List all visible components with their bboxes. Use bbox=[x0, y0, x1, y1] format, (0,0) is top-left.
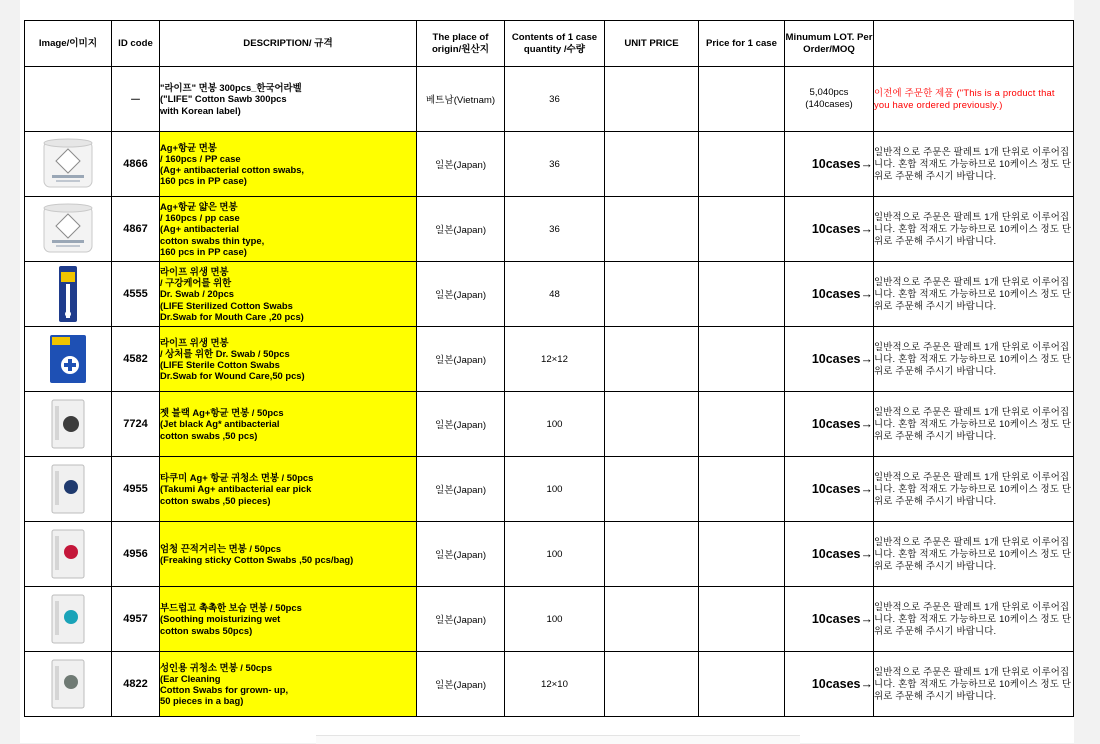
id-code: 7724 bbox=[112, 392, 160, 457]
moq: 10cases→ bbox=[785, 327, 874, 392]
case-quantity: 100 bbox=[505, 522, 605, 587]
case-quantity: 36 bbox=[505, 132, 605, 197]
product-image-cell bbox=[25, 587, 112, 652]
product-image-cell bbox=[25, 262, 112, 327]
product-description: Ag+항균 면봉 / 160pcs / PP case (Ag+ antibacterial cotton swabs, 160 pcs in PP case) bbox=[160, 132, 417, 197]
header-case-price: Price for 1 case bbox=[699, 21, 785, 67]
unit-price bbox=[605, 457, 699, 522]
round-tub-icon bbox=[36, 200, 100, 258]
product-description: Ag+항균 얇은 면봉 / 160pcs / pp case (Ag+ antibacterial cotton swabs thin type, 160 pcs in PP case) bbox=[160, 197, 417, 262]
case-price bbox=[699, 132, 785, 197]
table-row bbox=[25, 327, 1074, 392]
table-row bbox=[25, 522, 1074, 587]
case-price bbox=[699, 67, 785, 132]
product-description: 라이프 위생 면봉 / 구강케어를 위한 Dr. Swab / 20pcs (LIFE Sterilized Cotton Swabs Dr.Swab for Mouth Care ,20 pcs) bbox=[160, 262, 417, 327]
origin: 일본(Japan) bbox=[417, 652, 505, 717]
case-price bbox=[699, 327, 785, 392]
header-id-code: ID code bbox=[112, 21, 160, 67]
case-quantity: 12×12 bbox=[505, 327, 605, 392]
origin: 일본(Japan) bbox=[417, 197, 505, 262]
product-image-cell bbox=[25, 392, 112, 457]
id-code: 4866 bbox=[112, 132, 160, 197]
unit-price bbox=[605, 67, 699, 132]
product-description: 라이프 위생 면봉 / 상처를 위한 Dr. Swab / 50pcs (LIFE Sterile Cotton Swabs Dr.Swab for Wound Care,50 pcs) bbox=[160, 327, 417, 392]
round-tub-icon bbox=[36, 135, 100, 193]
origin: 일본(Japan) bbox=[417, 392, 505, 457]
header-image: Image/이미지 bbox=[25, 21, 112, 67]
note: 이전에 주문한 제품 ("This is a product that you have ordered previously.) bbox=[874, 67, 1074, 132]
case-price bbox=[699, 392, 785, 457]
case-quantity: 48 bbox=[505, 262, 605, 327]
origin: 일본(Japan) bbox=[417, 587, 505, 652]
product-image-cell bbox=[25, 132, 112, 197]
unit-price bbox=[605, 132, 699, 197]
case-price bbox=[699, 587, 785, 652]
case-quantity: 100 bbox=[505, 392, 605, 457]
unit-price bbox=[605, 262, 699, 327]
table-row bbox=[25, 392, 1074, 457]
table-row bbox=[25, 132, 1074, 197]
origin: 일본(Japan) bbox=[417, 132, 505, 197]
table-row bbox=[25, 457, 1074, 522]
product-image-cell bbox=[25, 457, 112, 522]
origin: 일본(Japan) bbox=[417, 457, 505, 522]
header-moq: Minumum LOT. Per Order/MOQ bbox=[785, 21, 874, 67]
moq: 10cases→ bbox=[785, 262, 874, 327]
product-description: 젯 블랙 Ag+항균 면봉 / 50pcs (Jet black Ag* antibacterial cotton swabs ,50 pcs) bbox=[160, 392, 417, 457]
document-page bbox=[20, 0, 1074, 743]
bag-red-icon bbox=[46, 526, 90, 582]
moq: 10cases→ bbox=[785, 132, 874, 197]
origin: 일본(Japan) bbox=[417, 522, 505, 587]
note: 일반적으로 주문은 팔레트 1개 단위로 이루어집니다. 혼합 적재도 가능하므로 10케이스 정도 단위로 주문해 주시기 바랍니다. bbox=[874, 522, 1074, 587]
id-code: － bbox=[112, 67, 160, 132]
case-quantity: 100 bbox=[505, 587, 605, 652]
table-row bbox=[25, 587, 1074, 652]
product-description: 엄청 끈적거리는 면봉 / 50pcs (Freaking sticky Cotton Swabs ,50 pcs/bag) bbox=[160, 522, 417, 587]
moq: 10cases→ bbox=[785, 392, 874, 457]
blue-box-icon bbox=[44, 331, 92, 387]
id-code: 4955 bbox=[112, 457, 160, 522]
product-description: 성인용 귀청소 면봉 / 50cps (Ear Cleaning Cotton Swabs for grown- up, 50 pieces in a bag) bbox=[160, 652, 417, 717]
note: 일반적으로 주문은 팔레트 1개 단위로 이루어집니다. 혼합 적재도 가능하므로 10케이스 정도 단위로 주문해 주시기 바랍니다. bbox=[874, 327, 1074, 392]
table-row bbox=[25, 262, 1074, 327]
id-code: 4555 bbox=[112, 262, 160, 327]
id-code: 4582 bbox=[112, 327, 160, 392]
id-code: 4956 bbox=[112, 522, 160, 587]
note: 일반적으로 주문은 팔레트 1개 단위로 이루어집니다. 혼합 적재도 가능하므로 10케이스 정도 단위로 주문해 주시기 바랍니다. bbox=[874, 457, 1074, 522]
id-code: 4867 bbox=[112, 197, 160, 262]
moq: 10cases→ bbox=[785, 652, 874, 717]
case-quantity: 12×10 bbox=[505, 652, 605, 717]
note: 일반적으로 주문은 팔레트 1개 단위로 이루어집니다. 혼합 적재도 가능하므로 10케이스 정도 단위로 주문해 주시기 바랍니다. bbox=[874, 262, 1074, 327]
case-price bbox=[699, 652, 785, 717]
bag-black-icon bbox=[46, 396, 90, 452]
moq: 5,040pcs (140cases) bbox=[785, 67, 874, 132]
header-quantity: Contents of 1 case quantity /수량 bbox=[505, 21, 605, 67]
case-quantity: 36 bbox=[505, 67, 605, 132]
origin: 일본(Japan) bbox=[417, 262, 505, 327]
origin: 베트남(Vietnam) bbox=[417, 67, 505, 132]
moq: 10cases→ bbox=[785, 587, 874, 652]
table-row bbox=[25, 197, 1074, 262]
id-code: 4957 bbox=[112, 587, 160, 652]
note: 일반적으로 주문은 팔레트 1개 단위로 이루어집니다. 혼합 적재도 가능하므로 10케이스 정도 단위로 주문해 주시기 바랍니다. bbox=[874, 197, 1074, 262]
header-unit-price: UNIT PRICE bbox=[605, 21, 699, 67]
moq: 10cases→ bbox=[785, 197, 874, 262]
case-price bbox=[699, 457, 785, 522]
product-image-cell bbox=[25, 652, 112, 717]
bag-navy-icon bbox=[46, 461, 90, 517]
note: 일반적으로 주문은 팔레트 1개 단위로 이루어집니다. 혼합 적재도 가능하므로 10케이스 정도 단위로 주문해 주시기 바랍니다. bbox=[874, 587, 1074, 652]
unit-price bbox=[605, 327, 699, 392]
header-note bbox=[874, 21, 1074, 67]
moq: 10cases→ bbox=[785, 522, 874, 587]
table-row bbox=[25, 67, 1074, 132]
bag-teal-icon bbox=[46, 591, 90, 647]
note: 일반적으로 주문은 팔레트 1개 단위로 이루어집니다. 혼합 적재도 가능하므로 10케이스 정도 단위로 주문해 주시기 바랍니다. bbox=[874, 652, 1074, 717]
bag-grey-icon bbox=[46, 656, 90, 712]
case-price bbox=[699, 262, 785, 327]
product-image-cell bbox=[25, 522, 112, 587]
id-code: 4822 bbox=[112, 652, 160, 717]
table-row bbox=[25, 652, 1074, 717]
unit-price bbox=[605, 522, 699, 587]
product-image-cell bbox=[25, 67, 112, 132]
unit-price bbox=[605, 587, 699, 652]
product-description: 타쿠미 Ag+ 항균 귀청소 면봉 / 50pcs (Takumi Ag+ antibacterial ear pick cotton swabs ,50 pieces) bbox=[160, 457, 417, 522]
note: 일반적으로 주문은 팔레트 1개 단위로 이루어집니다. 혼합 적재도 가능하므로 10케이스 정도 단위로 주문해 주시기 바랍니다. bbox=[874, 132, 1074, 197]
moq: 10cases→ bbox=[785, 457, 874, 522]
tall-box-icon bbox=[48, 264, 88, 324]
unit-price bbox=[605, 652, 699, 717]
product-table bbox=[24, 20, 1074, 717]
header-row bbox=[25, 21, 1074, 67]
header-description: DESCRIPTION/ 규격 bbox=[160, 21, 417, 67]
case-price bbox=[699, 522, 785, 587]
origin: 일본(Japan) bbox=[417, 327, 505, 392]
case-quantity: 100 bbox=[505, 457, 605, 522]
case-price bbox=[699, 197, 785, 262]
product-image-cell bbox=[25, 197, 112, 262]
product-description: "라이프" 면봉 300pcs_한국어라벨 ("LIFE" Cotton Sawb 300pcs with Korean label) bbox=[160, 67, 417, 132]
unit-price bbox=[605, 392, 699, 457]
case-quantity: 36 bbox=[505, 197, 605, 262]
header-origin: The place of origin/원산지 bbox=[417, 21, 505, 67]
unit-price bbox=[605, 197, 699, 262]
product-description: 부드럽고 촉촉한 보습 면봉 / 50pcs (Soothing moisturizing wet cotton swabs 50pcs) bbox=[160, 587, 417, 652]
product-image-cell bbox=[25, 327, 112, 392]
note: 일반적으로 주문은 팔레트 1개 단위로 이루어집니다. 혼합 적재도 가능하므로 10케이스 정도 단위로 주문해 주시기 바랍니다. bbox=[874, 392, 1074, 457]
